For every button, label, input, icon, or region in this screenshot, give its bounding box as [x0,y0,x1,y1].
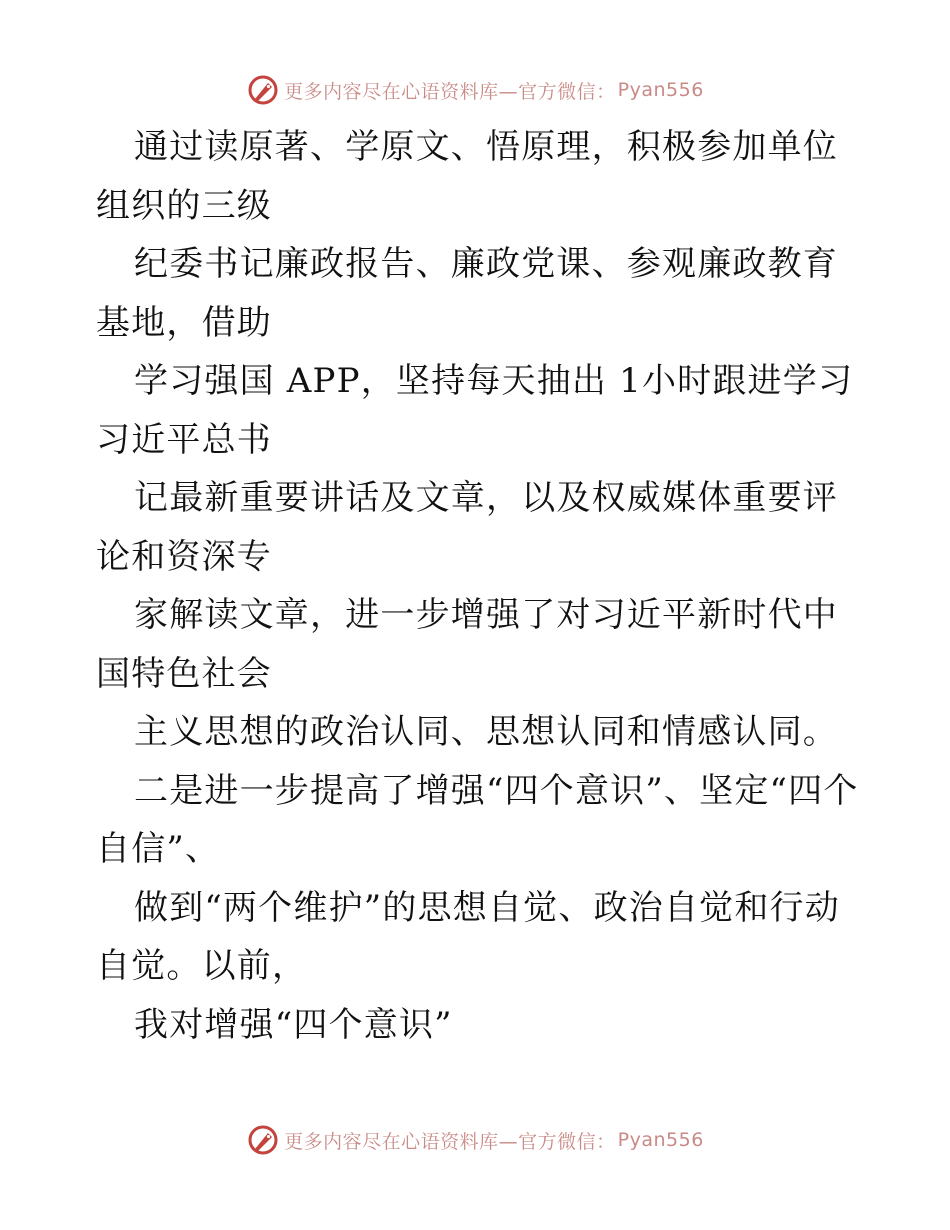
footer-watermark [0,1120,950,1160]
paragraph-7: 二是进一步提高了增强“四个意识”、坚定“四个自信”、 [96,770,859,869]
paragraph-6: 主义思想的政治认同、思想认同和情感认同。 [134,712,838,752]
paragraph-8: 做到“两个维护”的思想自觉、政治自觉和行动自觉。以前， [96,887,840,986]
watermark-account: Pyan556 [617,79,704,101]
pen-nib-seal-icon [246,1123,280,1157]
paragraph-3: 学习强国 APP，坚持每天抽出 1小时跟进学习 习近平总书 [96,361,854,460]
pen-nib-seal-icon [246,73,280,107]
watermark-text: 更多内容尽在心语资料库—官方微信： [284,80,616,103]
paragraph-4: 记最新重要讲话及文章，以及权威媒体重要评论和资深专 [96,478,838,577]
watermark-account: Pyan556 [617,1129,704,1151]
document-body [96,118,866,1054]
watermark-text: 更多内容尽在心语资料库—官方微信： [284,1130,616,1153]
paragraph-5: 家解读文章，进一步增强了对习近平新时代中国特色社会 [96,595,838,694]
paragraph-2: 纪委书记廉政报告、廉政党课、参观廉政教育基地，借助 [96,244,838,343]
paragraph-9: 我对增强“四个意识” [134,1004,453,1045]
header-watermark [0,70,950,110]
paragraph-1: 通过读原著、学原文、悟原理，积极参加单位组织的三级 [96,127,838,226]
